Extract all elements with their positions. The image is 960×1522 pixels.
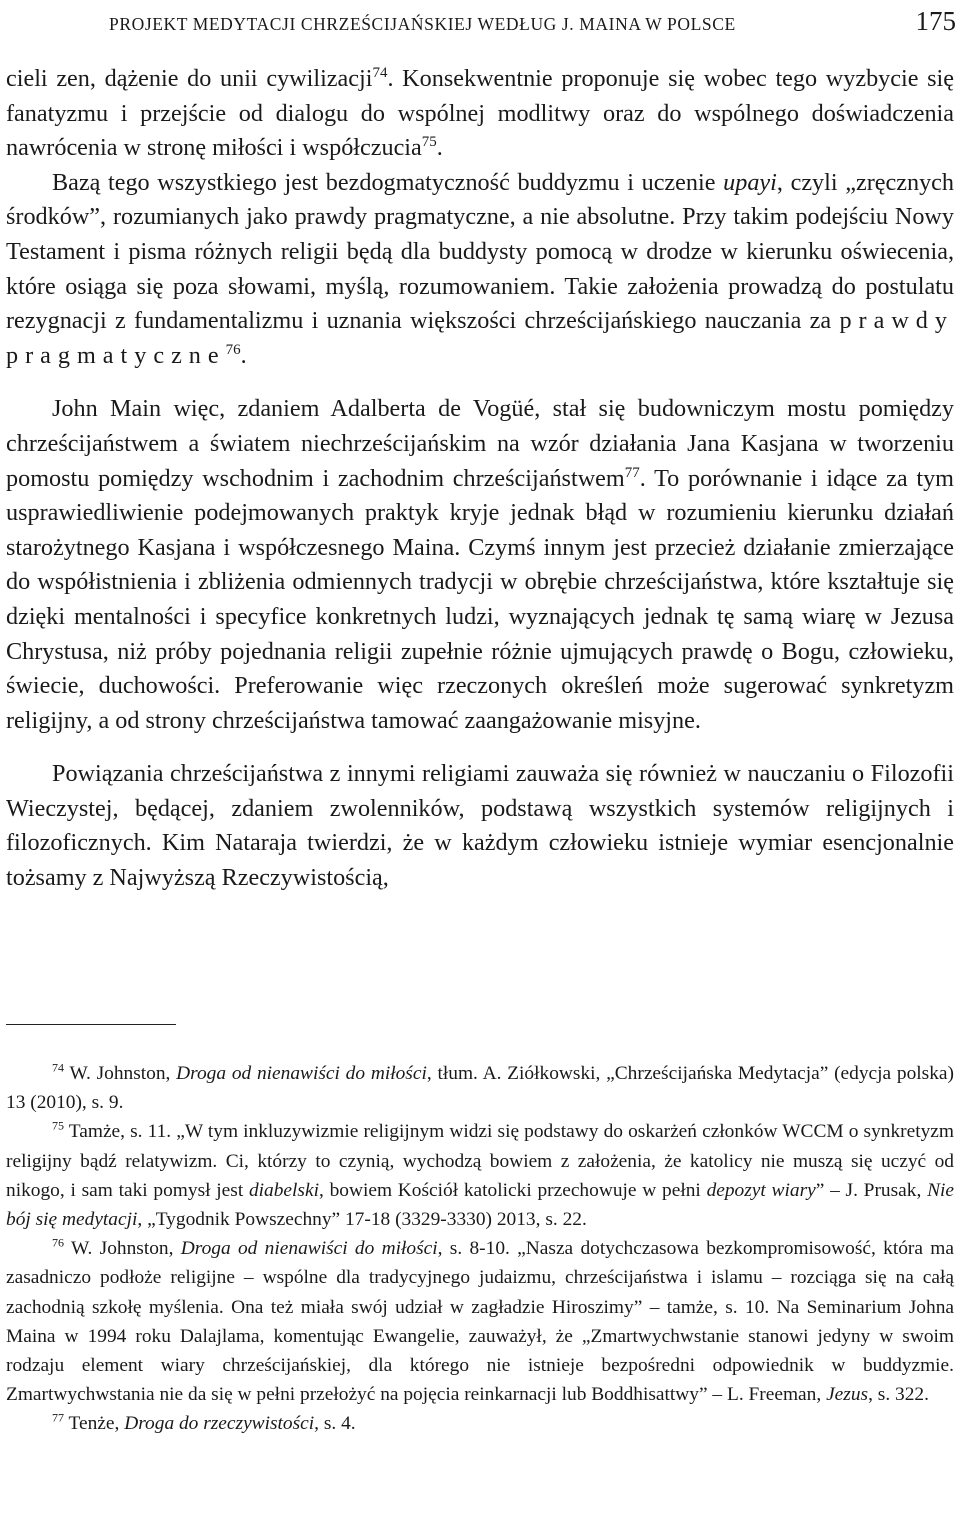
text-run: , s. 322.	[868, 1384, 929, 1406]
footnote-number: 74	[52, 1060, 65, 1075]
footnote-74	[6, 1059, 954, 1117]
spaced-emphasis: prawdy pragmatyczne	[6, 307, 954, 369]
text-run: ” – J. Prusak,	[815, 1179, 928, 1201]
text-run: Tenże,	[68, 1413, 125, 1435]
text-run: , tłum. A. Ziółkowski, „Chrześcijańska Medytacja” (edycja polska) 13 (2010), s. 9.	[6, 1063, 954, 1114]
text-run: .	[240, 341, 247, 369]
text-run: , s. 4.	[314, 1413, 356, 1435]
text-run: .	[436, 134, 443, 162]
main-text	[6, 62, 954, 896]
paragraph-3	[6, 392, 954, 738]
footnote-number: 75	[52, 1118, 65, 1133]
text-run: , „Tygodnik Powszechny” 17-18 (3329-3330) 2013, s. 22.	[137, 1209, 587, 1231]
footnote-ref-74[interactable]: 74	[372, 64, 388, 81]
footnote-76	[6, 1234, 954, 1409]
text-run: Bazą tego wszystkiego jest bezdogmatyczność buddyzmu i uczenie	[52, 168, 724, 196]
paragraph-1	[6, 62, 954, 166]
footnote-75	[6, 1117, 954, 1234]
running-title: PROJEKT MEDYTACJI CHRZEŚCIJAŃSKIEJ WEDŁUG J. MAINA W POLSCE	[109, 14, 736, 34]
text-run: , bowiem Kościół katolicki przechowuje w pełni	[318, 1179, 707, 1201]
text-run: , s. 8-10. „Nasza dotychczasowa bezkompromisowość, która ma zasadniczo podłoże religijne – wspólne dla tradycyjnego judaizmu, chrześcijaństwa i islamu – rozciąga się na całą zachodnią szkołę myślenia. Ona też miała swój udział w zagładzie Hiroszimy” – tamże, s. 10. Na Seminarium Johna Maina w 1994 roku Dalajlama, komentując Ewangelie, zauważył, że „Zmartwychwstanie stanowi jedyny w swoim rodzaju element wiary chrześcijańskiej, dla którego nie istnieje bezpośredni odpowiednik w buddyzmie. Zmartwychwstania nie da się w pełni przełożyć na pojęcia reinkarnacji lub Boddhisattwy” – L. Freeman,	[6, 1238, 954, 1406]
footnote-77	[6, 1409, 954, 1438]
text-run: W. Johnston,	[70, 1238, 181, 1260]
page-number: 175	[915, 6, 956, 36]
italic-title: Jezus	[826, 1384, 869, 1406]
italic-title: Nie bój się medytacji	[6, 1179, 954, 1231]
text-run: Powiązania chrześcijaństwa z innymi religiami zauważa się również w nauczaniu o Filozofii Wieczystej, będącej, zdaniem zwolenników, podstawą wszystkich systemów religijnych i filozoficznych. Kim Nataraja twierdzi, że w każdym człowieku istnieje wymiar esencjonalnie tożsamy z Najwyższą Rzeczywistością,	[6, 760, 954, 892]
text-run: . Konsekwentnie proponuje się wobec tego wyzbycie się fanatyzmu i przejście od dialogu do wspólnej modlitwy oraz do wspólnego doświadczenia nawrócenia w stronę miłości i współczucia	[6, 65, 954, 162]
footnote-ref-76[interactable]: 76	[225, 341, 241, 358]
text-run: . To porównanie i idące za tym usprawiedliwienie podejmowanych praktyk kryje jednak błąd w rozumieniu kierunku działań starożytnego Kasjana i współczesnego Maina. Czymś innym jest przecież działanie zmierzające do współistnienia i zbliżenia odmiennych tradycji w obrębie chrześcijaństwa, które kształtuje się dzięki mentalności i specyfice konkretnych ludzi, wyznających jednak tę samą wiarę w Jezusa Chrystusa, niż próby pojednania religii zupełnie różnie ujmujących prawdę o Bogu, człowieku, świecie, duchowości. Preferowanie więc rzeczonych określeń może sugerować synkretyzm religijny, a od strony chrześcijaństwa tamować zaangażowanie misyjne.	[6, 464, 954, 734]
text-run: W. Johnston,	[69, 1063, 177, 1084]
footnote-ref-77[interactable]: 77	[624, 464, 640, 481]
paragraph-4	[6, 757, 954, 895]
italic-term: upayi	[723, 168, 777, 196]
italic-title: Droga od nienawiści do miłości	[176, 1063, 427, 1084]
text-run: John Main więc, zdaniem Adalberta de Vogüé, stał się budowniczym mostu pomiędzy chrześcijaństwem a światem niechrześcijańskim na wzór działania Jana Kasjana w tworzeniu pomostu pomiędzy wschodnim i zachodnim chrześcijaństwem	[6, 395, 954, 492]
footnote-number: 76	[52, 1235, 65, 1250]
footnotes	[6, 1059, 954, 1439]
italic-title: Droga od nienawiści do miłości	[180, 1238, 438, 1260]
paragraph-2	[6, 166, 954, 374]
text-run: Tamże, s. 11. „W tym inkluzywizmie religijnym widzi się podstawy do oskarżeń członków WCCM o synkretyzm religijny bądź relatywizm. Ci, którzy to czynią, wychodzą bowiem z założenia, że katolicy nie muszą się uczyć od nikogo, i sam taki pomysł jest	[6, 1121, 954, 1201]
text-run: cieli zen, dążenie do unii cywilizacji	[6, 65, 373, 92]
footnote-ref-75[interactable]: 75	[421, 134, 437, 151]
text-run: , czyli „zręcznych środków”, rozumianych jako prawdy pragmatyczne, a nie absolutne. Przy takim podejściu Nowy Testament i pisma różnych religii będą dla buddysty pomocą w drodze w kierunku oświecenia, które osiąga się poza słowami, myślą, rozumowaniem. Takie założenia prowadzą do postulatu rezygnacji z fundamentalizmu i uznania większości chrześcijańskiego nauczania za	[6, 168, 954, 335]
page-header	[106, 6, 954, 37]
italic-term: depozyt wiary	[706, 1179, 816, 1201]
italic-title: Droga do rzeczywistości	[124, 1413, 315, 1435]
footnote-separator	[6, 1024, 176, 1025]
italic-term: diabelski	[248, 1179, 319, 1201]
footnote-number: 77	[52, 1410, 65, 1425]
